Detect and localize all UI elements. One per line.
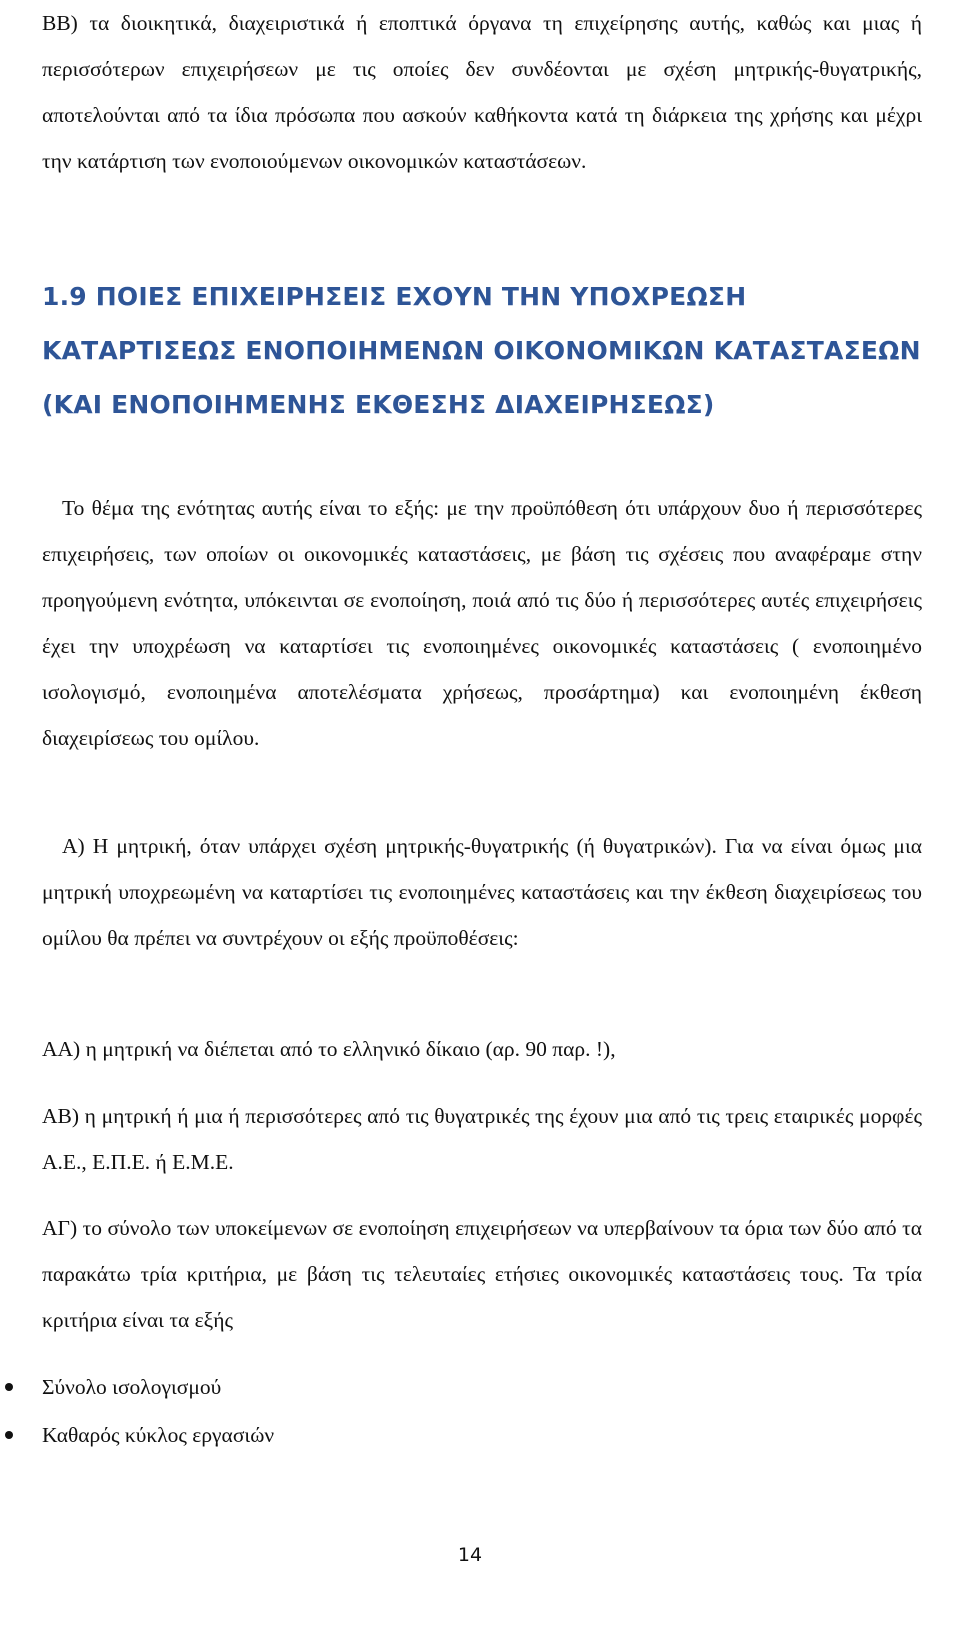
list-item bbox=[0, 1411, 960, 1459]
paragraph-ab: ΑΒ) η μητρική ή μια ή περισσότερες από τις θυγατρικές της έχουν μια από τις τρεις εταιρικές μορφές Α.Ε., Ε.Π.Ε. ή Ε.Μ.Ε. bbox=[42, 1104, 922, 1174]
bullet-icon bbox=[5, 1431, 13, 1439]
list-item bbox=[0, 1363, 960, 1411]
list-item-text: Σύνολο ισολογισμού bbox=[42, 1375, 222, 1399]
paragraph-bb: ΒΒ) τα διοικητικά, διαχειριστικά ή εποπτικά όργανα τη επιχείρησης αυτής, καθώς και μιας ή περισσότερων επιχειρήσεων με τις οποίες δεν συνδέονται με σχέση μητρικής-θυγατρικής, αποτελούνται από τα ίδια πρόσωπα που ασκούν καθήκοντα κατά τη διάρκεια της χρήσης και μέχρι την κατάρτιση των ενοποιούμενων οικονομικών καταστάσεων. bbox=[42, 11, 922, 173]
paragraph-ag: ΑΓ) το σύνολο των υποκείμενων σε ενοποίηση επιχειρήσεων να υπερβαίνουν τα όρια των δύο από τα παρακάτω τρία κριτήρια, με βάση τις τελευταίες ετήσιες οικονομικές καταστάσεις τους. Τα τρία κριτήρια είναι τα εξής bbox=[42, 1216, 922, 1332]
list-item-text: Καθαρός κύκλος εργασιών bbox=[42, 1423, 275, 1447]
paragraph-intro: Το θέμα της ενότητας αυτής είναι το εξής: με την προϋπόθεση ότι υπάρχουν δυο ή περισσότερες επιχειρήσεις, των οποίων οι οικονομικές καταστάσεις, με βάση τις σχέσεις που αναφέραμε στην προηγούμενη ενότητα, υπόκεινται σε ενοποίηση, ποιά από τις δύο ή περισσότερες αυτές επιχειρήσεις έχει την υποχρέωση να καταρτίσει τις ενοποιημένες οικονομικές καταστάσεις ( ενοποιημένο ισολογισμό, ενοποιημένα αποτελέσματα χρήσεως, προσάρτημα) και ενοποιημένη έκθεση διαχειρίσεως του ομίλου. bbox=[42, 496, 922, 750]
criteria-list bbox=[0, 1363, 960, 1459]
paragraph-aa: ΑΑ) η μητρική να διέπεται από το ελληνικό δίκαιο (αρ. 90 παρ. !), bbox=[42, 1037, 616, 1061]
page-number: 14 bbox=[457, 1544, 483, 1566]
bullet-icon bbox=[5, 1383, 13, 1391]
paragraph-a-parent: Α) Η μητρική, όταν υπάρχει σχέση μητρικής-θυγατρικής (ή θυγατρικών). Για να είναι όμως μια μητρική υποχρεωμένη να καταρτίσει τις ενοποιημένες καταστάσεις και την έκθεση διαχειρίσεως του ομίλου θα πρέπει να συντρέχουν οι εξής προϋποθέσεις: bbox=[42, 834, 922, 950]
section-heading: 1.9 ΠΟΙΕΣ ΕΠΙΧΕΙΡΗΣΕΙΣ ΕΧΟΥΝ ΤΗΝ ΥΠΟΧΡΕΩΣΗ ΚΑΤΑΡΤΙΣΕΩΣ ΕΝΟΠΟΙΗΜΕΝΩΝ ΟΙΚΟΝΟΜΙΚΩΝ ΚΑΤΑΣΤΑΣΕΩΝ (ΚΑΙ ΕΝΟΠΟΙΗΜΕΝΗΣ ΕΚΘΕΣΗΣ ΔΙΑΧΕΙΡΗΣΕΩΣ) bbox=[42, 282, 921, 419]
